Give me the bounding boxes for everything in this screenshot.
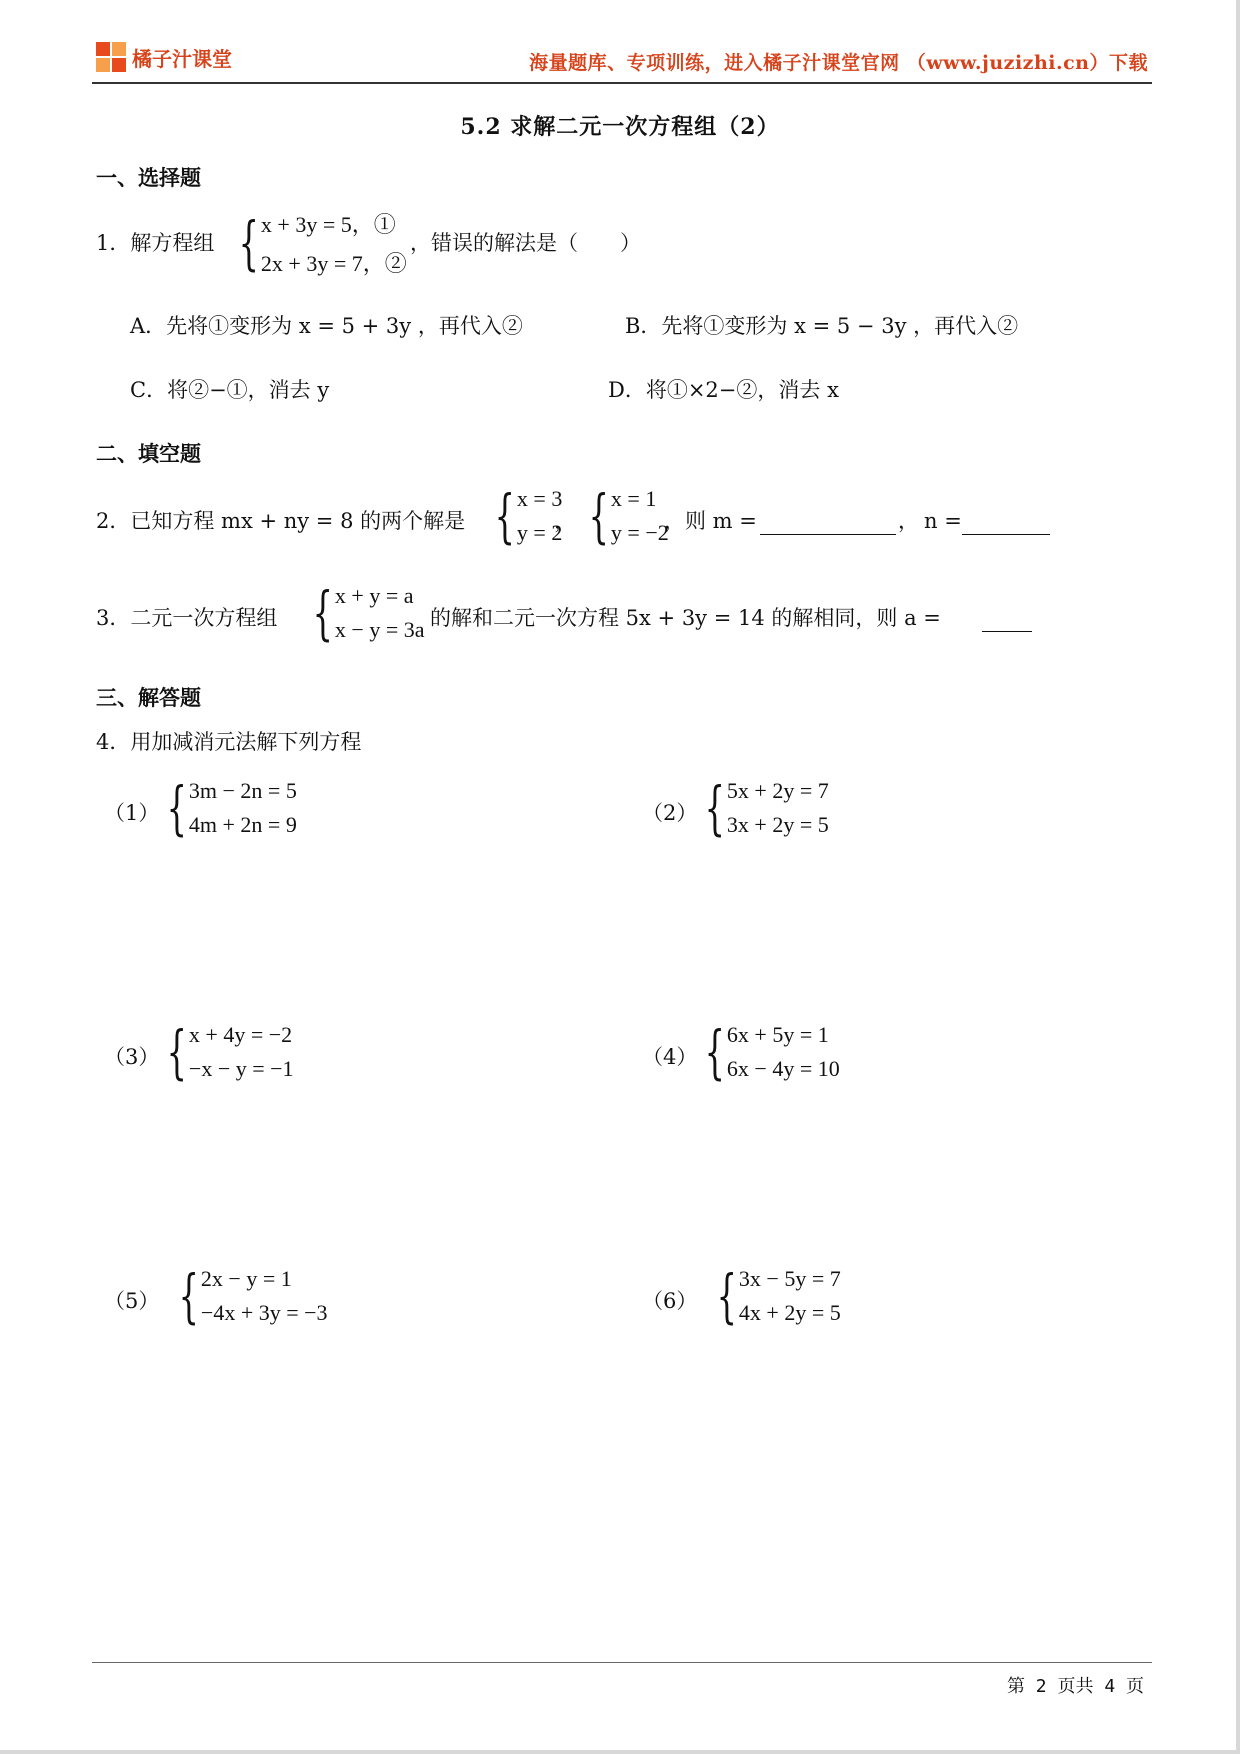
- q3-prefix: 3．二元一次方程组: [96, 606, 278, 630]
- q2-m-label: ，则 m =: [664, 509, 757, 533]
- section-heading-fill: 二、填空题: [96, 441, 201, 466]
- brace-icon: {: [238, 209, 259, 277]
- q2-sol2-eq1: x = 1: [610, 486, 657, 511]
- brace-icon: {: [166, 774, 187, 842]
- q2-n-label: n =: [924, 509, 962, 533]
- q3-system: [296, 579, 425, 647]
- brace-icon: {: [704, 1018, 725, 1086]
- page-number: 第 2 页共 4 页: [1006, 1676, 1144, 1697]
- q3-eq2: x − y = 3a: [334, 617, 425, 642]
- q3-eq1: x + y = a: [334, 583, 414, 608]
- q2-separator: ，: [554, 509, 575, 533]
- q3-a-blank[interactable]: [982, 611, 1032, 632]
- section-heading-choice: 一、选择题: [96, 165, 201, 190]
- brace-icon: {: [716, 1262, 737, 1330]
- q1-eq2: 2x + 3y = 7，②: [260, 251, 407, 276]
- brace-icon: {: [704, 774, 725, 842]
- q4-item-label: （5）: [104, 1289, 160, 1313]
- q4-item-system: [150, 1018, 294, 1086]
- q1-option-d: D．将①×2−②，消去 x: [608, 378, 839, 402]
- q1-prefix: 1．解方程组: [96, 231, 215, 255]
- brace-icon: {: [588, 482, 609, 550]
- q2-n-blank[interactable]: [962, 514, 1050, 535]
- q3-suffix: 的解和二元一次方程 5x + 3y = 14 的解相同，则 a =: [430, 606, 941, 630]
- footer-divider: [92, 1662, 1152, 1663]
- brace-icon: {: [178, 1262, 199, 1330]
- q4-item-eq2: 4x + 2y = 5: [738, 1300, 841, 1325]
- q4-prompt: 4．用加减消元法解下列方程: [96, 730, 362, 754]
- brace-icon: {: [312, 579, 333, 647]
- q4-item-label: （2）: [642, 801, 698, 825]
- q2-m-blank[interactable]: [760, 514, 896, 535]
- q2-solution-2: [572, 482, 669, 550]
- q2-prefix: 2．已知方程 mx + ny = 8 的两个解是: [96, 509, 466, 533]
- q4-item-label: （6）: [642, 1289, 698, 1313]
- header-slogan: 海量题库、专项训练，进入橘子汁课堂官网 （www.juzizhi.cn）下载: [529, 52, 1148, 74]
- section-heading-solve: 三、解答题: [96, 685, 201, 710]
- q1-system: [222, 208, 407, 278]
- q2-sol2-eq2: y = −2: [610, 520, 669, 545]
- header-divider: [92, 82, 1152, 84]
- q4-item-eq1: x + 4y = −2: [188, 1022, 293, 1047]
- q1-option-a: A．先将①变形为 x = 5 + 3y ，再代入②: [130, 314, 523, 338]
- q4-item-label: （1）: [104, 801, 160, 825]
- q4-item-eq1: 3x − 5y = 7: [738, 1266, 841, 1291]
- q4-item-label: （4）: [642, 1045, 698, 1069]
- q4-item-eq1: 6x + 5y = 1: [726, 1022, 829, 1047]
- q4-item-eq2: −x − y = −1: [188, 1056, 294, 1081]
- brand-name: 橘子汁课堂: [132, 46, 232, 71]
- brand-logo: [96, 42, 232, 72]
- q4-item-eq2: 6x − 4y = 10: [726, 1056, 840, 1081]
- q4-item-system: [700, 1262, 841, 1330]
- q1-eq1: x + 3y = 5，①: [260, 212, 396, 237]
- q2-sol1-eq1: x = 3: [516, 486, 563, 511]
- q1-option-c: C．将②−①，消去 y: [130, 378, 330, 402]
- q4-item-system: [150, 774, 297, 842]
- q4-item-system: [688, 1018, 840, 1086]
- q1-option-b: B．先将①变形为 x = 5 − 3y ，再代入②: [625, 314, 1019, 338]
- q4-item-eq2: 4m + 2n = 9: [188, 812, 297, 837]
- q4-item-eq2: −4x + 3y = −3: [200, 1300, 328, 1325]
- q4-item-system: [688, 774, 829, 842]
- q4-item-label: （3）: [104, 1045, 160, 1069]
- page-title: 5.2 求解二元一次方程组（2）: [460, 114, 780, 140]
- brace-icon: {: [166, 1018, 187, 1086]
- q4-item-eq1: 5x + 2y = 7: [726, 778, 829, 803]
- logo-icon: [96, 42, 126, 72]
- q2-separator-2: ，: [898, 509, 919, 533]
- q4-item-eq1: 2x − y = 1: [200, 1266, 292, 1291]
- q4-item-eq1: 3m − 2n = 5: [188, 778, 297, 803]
- q2-solution-1: [478, 482, 563, 550]
- brace-icon: {: [494, 482, 515, 550]
- q2-sol1-eq2: y = 2: [516, 520, 563, 545]
- q4-item-eq2: 3x + 2y = 5: [726, 812, 829, 837]
- q4-item-system: [162, 1262, 328, 1330]
- q1-suffix: ，错误的解法是（ ）: [410, 231, 641, 255]
